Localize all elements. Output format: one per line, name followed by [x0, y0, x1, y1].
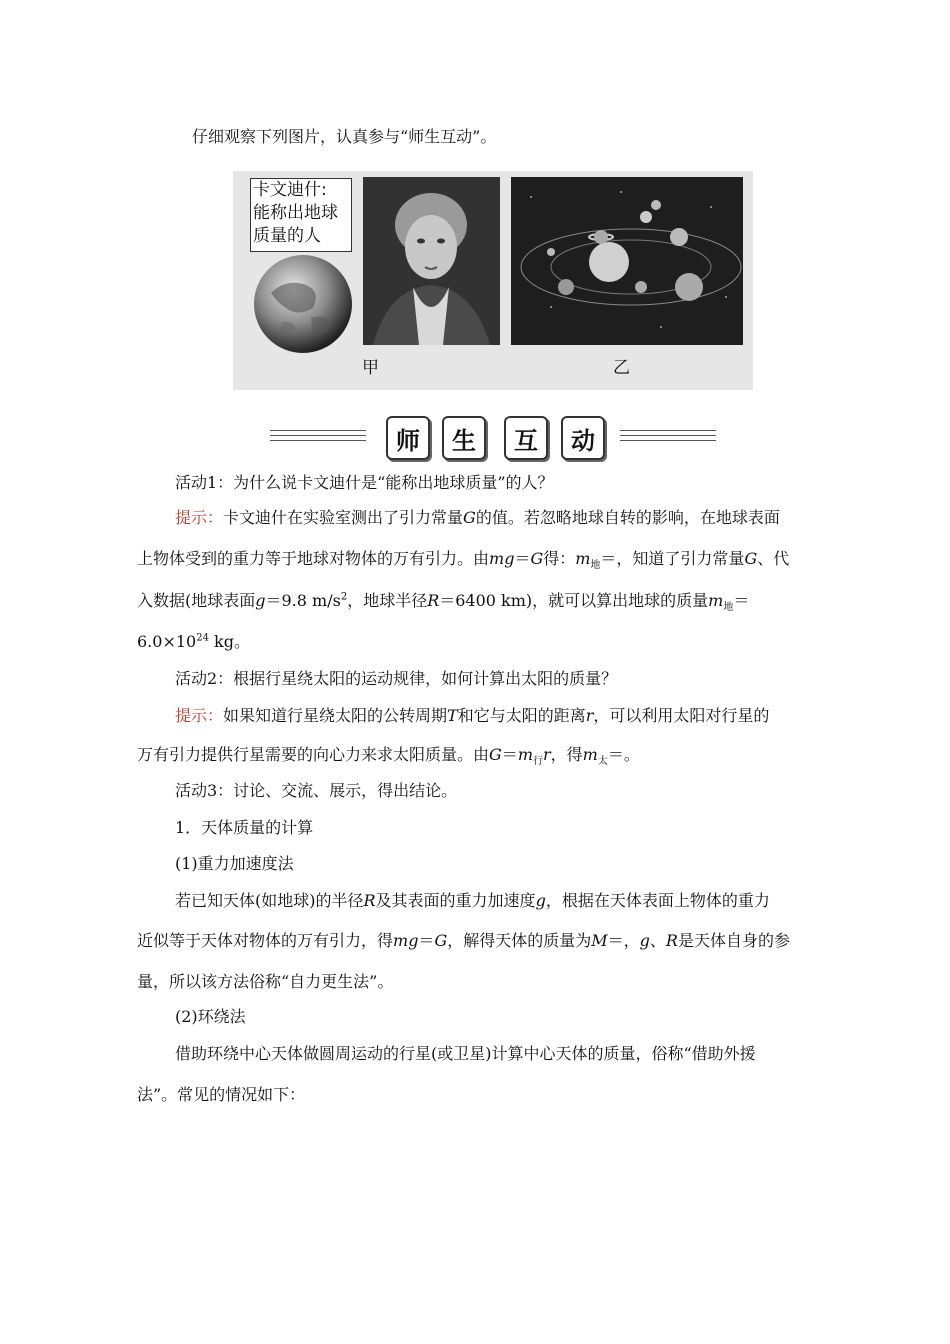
hint-label: 提示： [175, 508, 224, 527]
var-r: r [585, 706, 594, 725]
text-span: ＝，知道了引力常量 [600, 549, 745, 568]
var-m: m [582, 745, 598, 764]
var-g: g [535, 891, 546, 910]
para2-line2: 法”。常见的情况如下： [137, 1085, 306, 1104]
text-span: ，解得天体的质量为 [447, 931, 592, 950]
text-span: ＝ [501, 745, 518, 764]
var-R: R [427, 591, 440, 610]
illustration-figure [233, 171, 753, 390]
subscript: 地 [590, 560, 601, 572]
activity2-hint-line1 [175, 706, 855, 726]
para2-line1: 借助环绕中心天体做圆周运动的行星(或卫星)计算中心天体的质量，俗称“借助外援 [175, 1044, 756, 1063]
text-span: 是天体自身的参 [677, 931, 790, 950]
text-span: 卡文迪什在实验室测出了引力常量 [223, 508, 464, 527]
text-span: ，得 [550, 745, 583, 764]
cavendish-portrait-image [363, 177, 500, 345]
subscript: 地 [723, 602, 734, 614]
var-r: r [542, 745, 551, 764]
text-span: ，可以利用太阳对行星的 [593, 706, 770, 725]
activity1-hint-line1 [175, 508, 855, 528]
caption-line-2: 能称出地球 [253, 203, 338, 223]
var-G: G [489, 745, 502, 764]
var-G: G [530, 549, 544, 568]
text-span: ＝ [514, 549, 531, 568]
para1-line1 [175, 891, 855, 911]
var-m: m [708, 591, 724, 610]
activity1-hint-line4 [137, 632, 817, 652]
text-span: 入数据(地球表面 [137, 591, 256, 610]
caption-line-1: 卡文迪什: [253, 180, 327, 200]
hint-label: 提示： [175, 706, 224, 725]
solar-system-image [511, 177, 743, 345]
text-span: 及其表面的重力加速度 [375, 891, 536, 910]
activity2-hint-line2 [137, 745, 817, 768]
section1-1-heading: (1)重力加速度法 [175, 854, 294, 873]
text-span: 和它与太阳的距离 [457, 706, 586, 725]
activity2-question: 活动2：根据行星绕太阳的运动规律，如何计算出太阳的质量？ [175, 669, 618, 688]
text-span: 如果知道行星绕太阳的公转周期 [223, 706, 448, 725]
label-jia: 甲 [362, 358, 379, 378]
section1-heading: 1．天体质量的计算 [175, 818, 314, 837]
text-span: 上物体受到的重力等于地球对物体的万有引力。由 [137, 549, 490, 568]
var-mg: mg [489, 549, 515, 568]
var-M: M [591, 931, 608, 950]
text-span: 的值。若忽略地球自转的影响，在地球表面 [475, 508, 780, 527]
text-span: ，地球半径 [347, 591, 428, 610]
text-span: kg。 [208, 632, 250, 651]
text-span: 近似等于天体对物体的万有引力，得 [137, 931, 394, 950]
text-span: ＝9.8 m/s [265, 591, 341, 610]
earth-globe-image [251, 253, 355, 355]
var-G: G [434, 931, 448, 950]
text-span: 6.0×10 [137, 632, 197, 651]
activity3-text: 活动3：讨论、交流、展示，得出结论。 [175, 781, 458, 800]
var-R: R [363, 891, 376, 910]
para1-line2 [137, 931, 817, 951]
banner-tile-1: 师 [386, 416, 430, 460]
var-G: G [744, 549, 758, 568]
subscript: 行 [532, 756, 543, 768]
banner-tile-3: 互 [504, 416, 548, 460]
label-yi: 乙 [613, 358, 630, 378]
text-span: ＝， [607, 931, 640, 950]
var-g: g [255, 591, 266, 610]
var-m: m [517, 745, 533, 764]
text-span: 、 [649, 931, 666, 950]
var-g: g [639, 931, 650, 950]
text-span: 得： [543, 549, 576, 568]
activity1-question: 活动1：为什么说卡文迪什是“能称出地球质量”的人？ [175, 473, 554, 492]
var-T: T [447, 706, 458, 725]
var-mg: mg [393, 931, 419, 950]
section1-2-heading: (2)环绕法 [175, 1007, 246, 1026]
subscript: 太 [597, 756, 608, 768]
banner-tile-2: 生 [442, 416, 486, 460]
caption-line-3: 质量的人 [253, 226, 321, 246]
text-span: 、代 [757, 549, 790, 568]
text-span: 若已知天体(如地球)的半径 [175, 891, 364, 910]
activity1-hint-line3 [137, 591, 817, 614]
text-span: ，根据在天体表面上物体的重力 [545, 891, 770, 910]
var-m: m [575, 549, 591, 568]
text-span: ＝ [418, 931, 435, 950]
activity1-hint-line2 [137, 549, 817, 572]
teacher-student-banner [270, 414, 718, 460]
var-G: G [463, 508, 476, 527]
text-span: 万有引力提供行星需要的向心力来求太阳质量。由 [137, 745, 490, 764]
text-span: ＝ [733, 591, 750, 610]
text-span: ＝6400 km)，就可以算出地球的质量 [439, 591, 709, 610]
superscript: 24 [196, 632, 209, 644]
banner-tile-4: 动 [561, 416, 605, 460]
cavendish-caption-box [250, 178, 352, 252]
superscript: 2 [340, 591, 348, 603]
text-span: ＝。 [607, 745, 640, 764]
var-R: R [665, 931, 678, 950]
para1-line3: 量，所以该方法俗称“自力更生法”。 [137, 972, 394, 991]
intro-text: 仔细观察下列图片，认真参与“师生互动”。 [192, 127, 497, 146]
